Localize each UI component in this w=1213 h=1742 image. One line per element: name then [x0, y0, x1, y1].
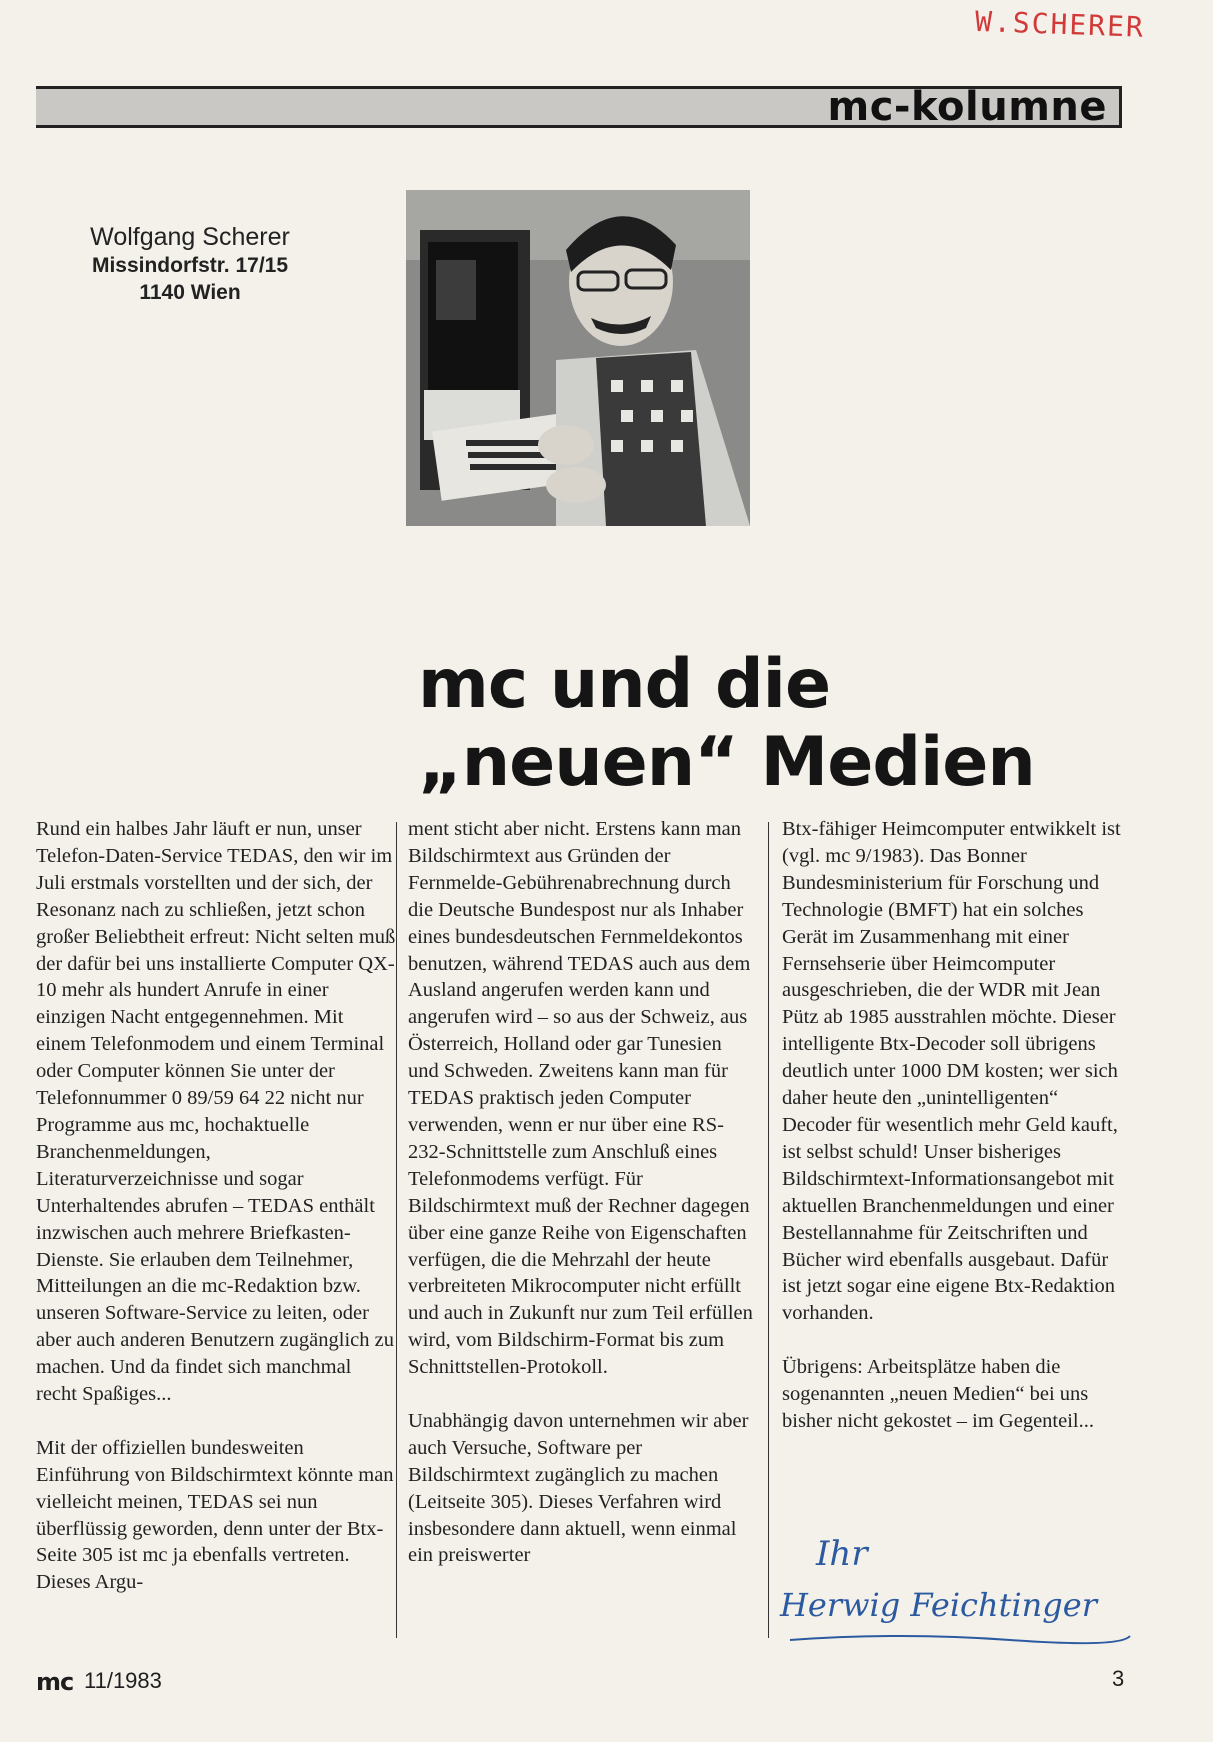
paragraph: Unabhängig davon unternehmen wir aber auch Versuche, Software per Bildschirmtext zugänglich zu machen (Leitseite 305). Dieses Verfahren wird insbesondere dann aktuell, wenn einmal ein preiswerter — [408, 1409, 749, 1567]
text-column-2 — [408, 816, 756, 1569]
signature-greeting: Ihr — [816, 1534, 868, 1574]
handwritten-annotation: W.SCHERER — [974, 4, 1146, 44]
text-column-1 — [36, 816, 396, 1596]
footer-issue: 11/1983 — [84, 1668, 162, 1693]
column-divider — [396, 822, 397, 1638]
author-name: Wolfgang Scherer — [90, 223, 290, 251]
handwritten-signature — [780, 1534, 1140, 1654]
headline-line-1: mc und die — [418, 645, 831, 724]
page-number: 3 — [1112, 1666, 1125, 1691]
author-block — [60, 222, 320, 306]
column-banner — [36, 86, 1122, 128]
banner-title: mc-kolumne — [827, 84, 1107, 130]
headline-line-2: „neuen“ Medien — [418, 723, 1035, 802]
signature-name: Herwig Feichtinger — [780, 1586, 1097, 1624]
footer-logo: mc — [36, 1668, 74, 1696]
paragraph: Mit der offiziellen bundesweiten Einführung von Bildschirmtext könnte man vielleicht meinen, TEDAS sei nun überflüssig geworden, denn unter der Btx-Seite 305 ist mc ja ebenfalls vertreten. Dieses Argu- — [36, 1436, 394, 1594]
paragraph: Btx-fähiger Heimcomputer entwikkelt ist (vgl. mc 9/1983). Das Bonner Bundesministerium für Forschung und Technologie (BMFT) hat ein solches Gerät im Zusammenhang mit einer Fernsehserie über Heimcomputer ausgeschrieben, die der WDR mit Jean Pütz ab 1985 ausstrahlen möchte. Dieser intelligente Btx-Decoder soll übrigens deutlich unter 1000 DM kosten; wer sich daher heute den „unintelligenten“ Decoder für wesentlich mehr Geld kauft, ist selbst schuld! Unser bisheriges Bildschirmtext-Informationsangebot mit aktuellen Branchenmeldungen und einer Bestellannahme für Zeitschriften und Bücher wird ebenfalls ausgebaut. Dafür ist jetzt sogar eine eigene Btx-Redaktion vorhanden. — [782, 818, 1121, 1325]
paragraph: Übrigens: Arbeitsplätze haben die sogenannten „neuen Medien“ bei uns bisher nicht gekostet – im Gegenteil... — [782, 1356, 1094, 1432]
author-street: Missindorfstr. 17/15 — [91, 254, 289, 277]
text-column-3 — [782, 816, 1128, 1435]
portrait-photo-icon — [406, 190, 750, 526]
author-city: 1140 Wien — [139, 281, 241, 304]
column-divider — [768, 822, 769, 1638]
paragraph: Rund ein halbes Jahr läuft er nun, unser Telefon-Daten-Service TEDAS, den wir im Juli erstmals vorstellten und der sich, der Resonanz nach zu schließen, jetzt schon großer Beliebtheit erfreut: Nicht selten muß der dafür bei uns installierte Computer QX-10 mehr als hundert Anrufe in einer einzigen Nacht entgegennehmen. Mit einem Telefonmodem und einem Terminal oder Computer können Sie unter der Telefonnummer 0 89/59 64 22 nicht nur Programme aus mc, hochaktuelle Branchenmeldungen, Literaturverzeichnisse und sogar Unterhaltendes abrufen – TEDAS enthält inzwischen auch mehrere Briefkasten-Dienste. Sie erlauben dem Teilnehmer, Mitteilungen an die mc-Redaktion bzw. unseren Software-Service zu leiten, oder aber auch anderen Benutzern zugänglich zu machen. Und da findet sich manchmal recht Spaßiges... — [36, 818, 396, 1406]
headline — [418, 646, 1138, 802]
paragraph: ment sticht aber nicht. Erstens kann man Bildschirmtext aus Gründen der Fernmelde-Gebührenabrechnung durch die Deutsche Bundespost nur als Inhaber eines bundesdeutschen Fernmeldekontos benutzen, während TEDAS auch aus dem Ausland angerufen werden kann und angerufen wird – so aus der Schweiz, aus Österreich, Holland oder gar Tunesien und Schweden. Zweitens kann man für TEDAS praktisch jeden Computer verwenden, wenn er nur über eine RS-232-Schnittstelle zum Anschluß eines Telefonmodems verfügt. Für Bildschirmtext muß der Rechner dagegen über eine ganze Reihe von Eigenschaften verfügen, die die Mehrzahl der heute verbreiteten Mikrocomputer nicht erfüllt und auch in Zukunft nur zum Teil erfüllen wird, vom Bildschirm-Format bis zum Schnittstellen-Protokoll. — [408, 818, 753, 1379]
